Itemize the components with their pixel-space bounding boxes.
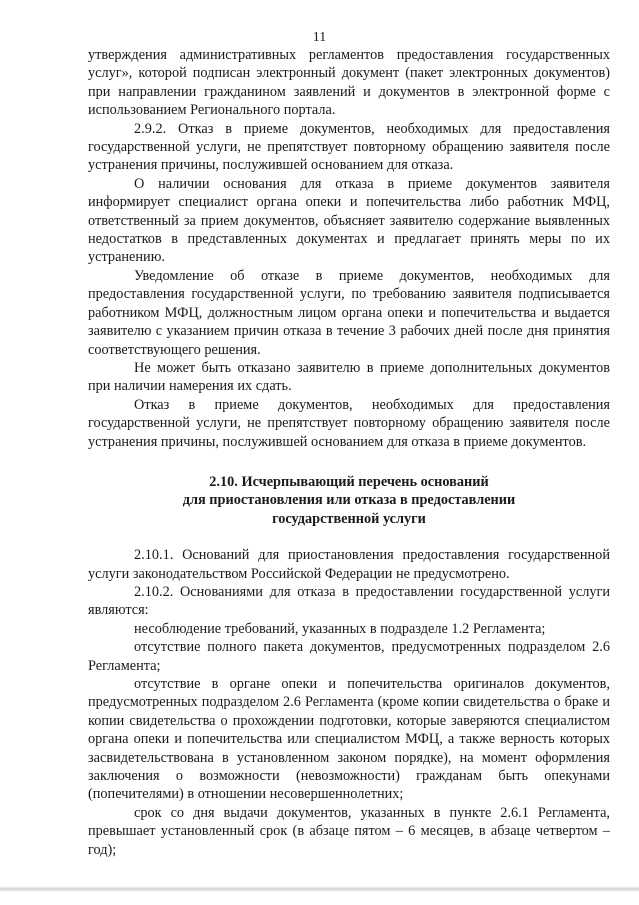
paragraph-refusal-notice: Уведомление об отказе в приеме документов, необходимых для предоставления государственной услуги, по требованию заявителя подписывается работником МФЦ, должностным лицом органа опеки и попечительства и выдается заявителю с указанием причин отказа в течение 3 рабочих дней после дня принятия соответствующего решения. <box>88 267 610 358</box>
list-item-incomplete-package: отсутствие полного пакета документов, предусмотренных подразделом 2.6 Регламента; <box>88 639 610 674</box>
paragraph-continuation: утверждения административных регламентов предоставления государственных услуг», которой подписан электронный документ (пакет электронных документов) при направлении гражданином заявлений и документов в электронной форме с использованием Регионального портала. <box>88 47 610 119</box>
list-item-missing-originals: отсутствие в органе опеки и попечительства оригиналов документов, предусмотренных подразделом 2.6 Регламента (кроме копии свидетельства о браке и копии свидетельства о прохождении подготовки, которые заверяются специалистом органа опеки и попечительства или специалистом МФЦ, а также верность которых засвидетельствована в установленном законом порядке), на момент оформления заключения о возможности (невозможности) гражданам быть опекунами (попечителями) в отношении несовершеннолетних; <box>88 676 610 803</box>
section-title <box>88 473 610 528</box>
section-title-line-3: государственной услуги <box>272 510 426 527</box>
section-title-line-2: для приостановления или отказа в предоставлении <box>182 492 516 509</box>
paragraph-2-10-2: 2.10.2. Основаниями для отказа в предоставлении государственной услуги являются: <box>88 583 610 619</box>
paragraph-refusal-no-obstacle: Отказ в приеме документов, необходимых для предоставления государственной услуги, не препятствует повторному обращению заявителя после устранения причины, послужившей основанием для отказа в приеме документов. <box>88 396 610 450</box>
paragraph-2-10-1: 2.10.1. Оснований для приостановления предоставления государственной услуги законодательством Российской Федерации не предусмотрено. <box>88 547 610 582</box>
list-item-expired-term: срок со дня выдачи документов, указанных в пункте 2.6.1 Регламента, превышает установленный срок (в абзаце пятом – 6 месяцев, в абзаце четвертом – год); <box>88 804 610 858</box>
page-number: 11 <box>312 30 327 45</box>
scan-edge-smudge <box>0 886 639 892</box>
paragraph-2-9-2: 2.9.2. Отказ в приеме документов, необходимых для предоставления государственной услуги, не препятствует повторному обращению заявителя после устранения причины, послужившей основанием для отказа. <box>88 120 610 174</box>
list-item-requirements: несоблюдение требований, указанных в подразделе 1.2 Регламента; <box>134 620 546 637</box>
section-title-line-1: 2.10. Исчерпывающий перечень оснований <box>209 473 489 490</box>
paragraph-refusal-grounds-info: О наличии основания для отказа в приеме документов заявителя информирует специалист органа опеки и попечительства либо работник МФЦ, ответственный за прием документов, объясняет заявителю содержание выявленных недостатков в представленных документах и предлагает принять меры по их устранению. <box>88 175 610 266</box>
document-body <box>88 46 610 859</box>
paragraph-additional-docs: Не может быть отказано заявителю в приеме дополнительных документов при наличии намерения их сдать. <box>88 359 610 395</box>
